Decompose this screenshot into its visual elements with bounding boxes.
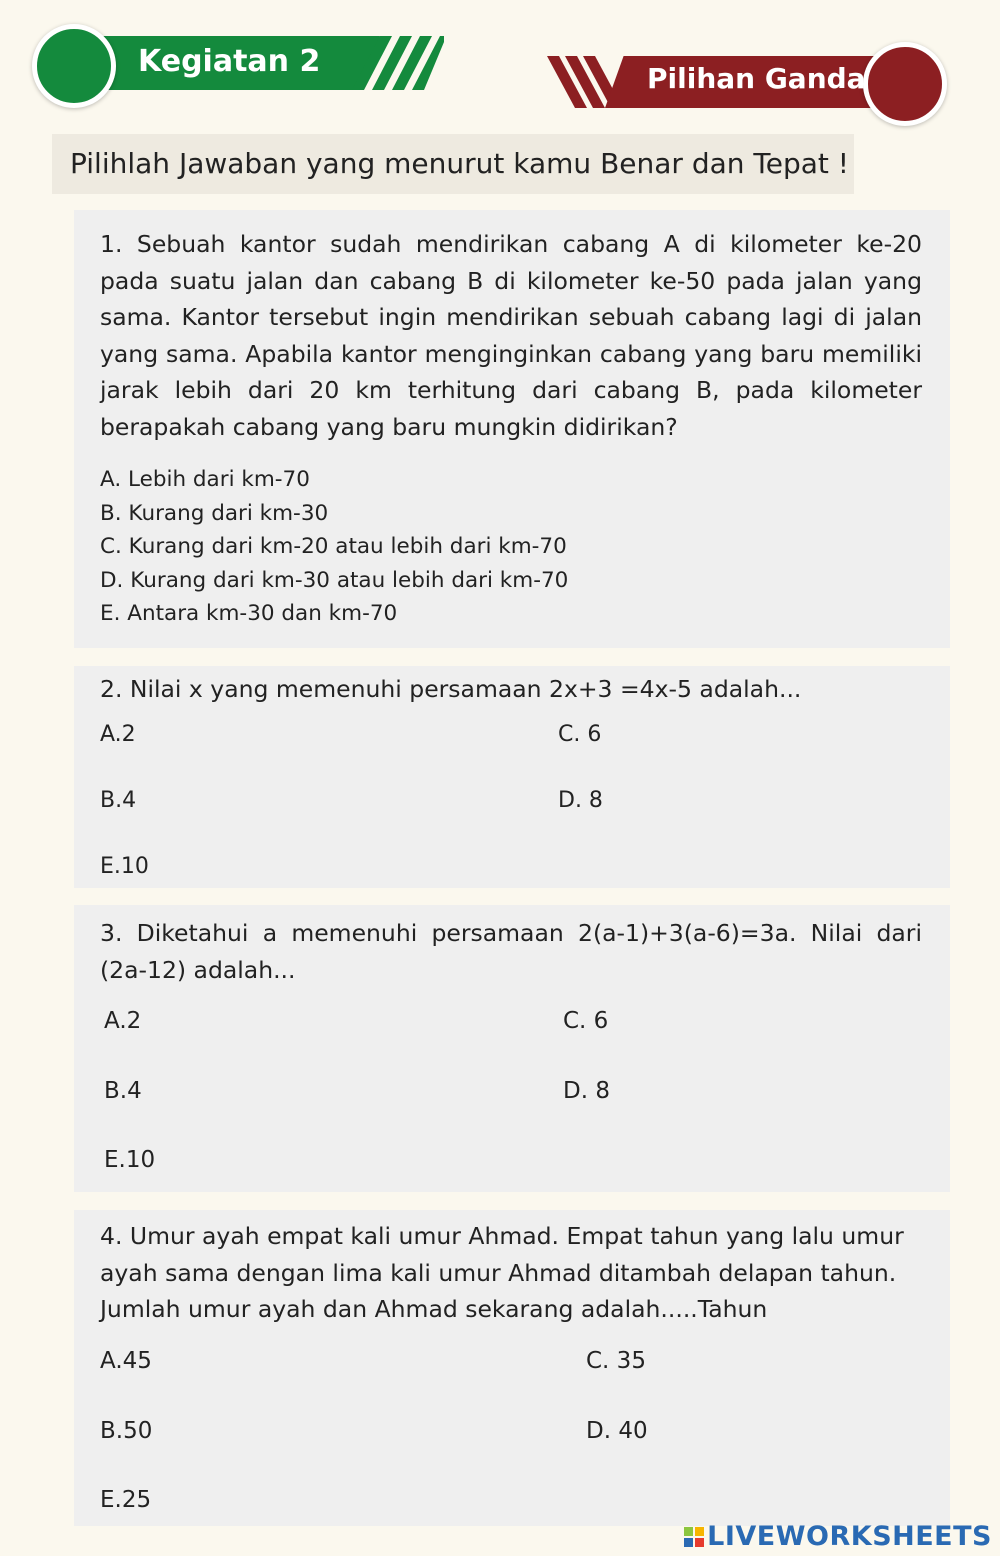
question-card-2 — [74, 666, 950, 888]
question-4-option-d[interactable]: D. 40 — [586, 1418, 648, 1444]
question-type-title: Pilihan Ganda — [647, 62, 866, 95]
question-2-option-d[interactable]: D. 8 — [558, 788, 603, 813]
red-circle-icon — [863, 42, 947, 126]
question-2-option-b[interactable]: B.4 — [100, 788, 137, 813]
question-3-option-b[interactable]: B.4 — [104, 1078, 142, 1104]
question-type-header — [545, 36, 955, 128]
liveworksheets-grid-icon — [684, 1527, 704, 1547]
activity-header — [30, 22, 430, 106]
question-card-1 — [74, 210, 950, 648]
question-2-option-a[interactable]: A.2 — [100, 722, 136, 747]
question-card-3 — [74, 905, 950, 1192]
question-3-text: 3. Diketahui a memenuhi persamaan 2(a-1)+3(a-6)=3a. Nilai dari (2a-12) adalah... — [100, 919, 922, 984]
question-1-option-b[interactable]: B. Kurang dari km-30 — [100, 500, 329, 526]
question-1-option-d[interactable]: D. Kurang dari km-30 atau lebih dari km-70 — [100, 567, 569, 593]
instruction-banner: Pilihlah Jawaban yang menurut kamu Benar dan Tepat ! — [52, 134, 854, 194]
green-stripes-decoration — [348, 36, 444, 90]
question-4-option-c[interactable]: C. 35 — [586, 1348, 646, 1374]
liveworksheets-logo — [684, 1521, 992, 1552]
question-1-options — [100, 463, 922, 631]
question-2-text: 2. Nilai x yang memenuhi persamaan 2x+3 =4x-5 adalah... — [100, 675, 802, 703]
question-4-option-e[interactable]: E.25 — [100, 1487, 152, 1513]
green-circle-icon — [32, 24, 116, 108]
activity-title: Kegiatan 2 — [138, 44, 321, 79]
question-card-4 — [74, 1210, 950, 1526]
question-4-option-b[interactable]: B.50 — [100, 1418, 153, 1444]
question-1-option-c[interactable]: C. Kurang dari km-20 atau lebih dari km-70 — [100, 534, 567, 559]
question-1-option-a[interactable]: A. Lebih dari km-70 — [100, 467, 310, 492]
question-2-option-c[interactable]: C. 6 — [558, 722, 602, 747]
question-3-option-a[interactable]: A.2 — [104, 1008, 142, 1034]
question-2-option-e[interactable]: E.10 — [100, 854, 149, 879]
question-1-option-e[interactable]: E. Antara km-30 dan km-70 — [100, 601, 398, 626]
question-1-text: 1. Sebuah kantor sudah mendirikan cabang A di kilometer ke-20 pada suatu jalan dan cabang B di kilometer ke-50 pada jalan yang sama. Kantor tersebut ingin mendirikan sebuah cabang lagi di jalan yang sama. Apabila kantor menginginkan cabang yang baru memiliki jarak lebih dari 20 km terhitung dari cabang B, pada kilometer berapakah cabang yang baru mungkin didirikan? — [100, 230, 922, 441]
question-4-text: 4. Umur ayah empat kali umur Ahmad. Empat tahun yang lalu umur ayah sama dengan lima kali umur Ahmad ditambah delapan tahun. Jumlah umur ayah dan Ahmad sekarang adalah.....Tahun — [100, 1222, 904, 1323]
question-3-option-d[interactable]: D. 8 — [563, 1078, 610, 1104]
question-3-option-c[interactable]: C. 6 — [563, 1008, 609, 1034]
question-4-option-a[interactable]: A.45 — [100, 1348, 152, 1374]
brand-name: LIVEWORKSHEETS — [707, 1521, 992, 1552]
question-3-option-e[interactable]: E.10 — [104, 1147, 156, 1173]
